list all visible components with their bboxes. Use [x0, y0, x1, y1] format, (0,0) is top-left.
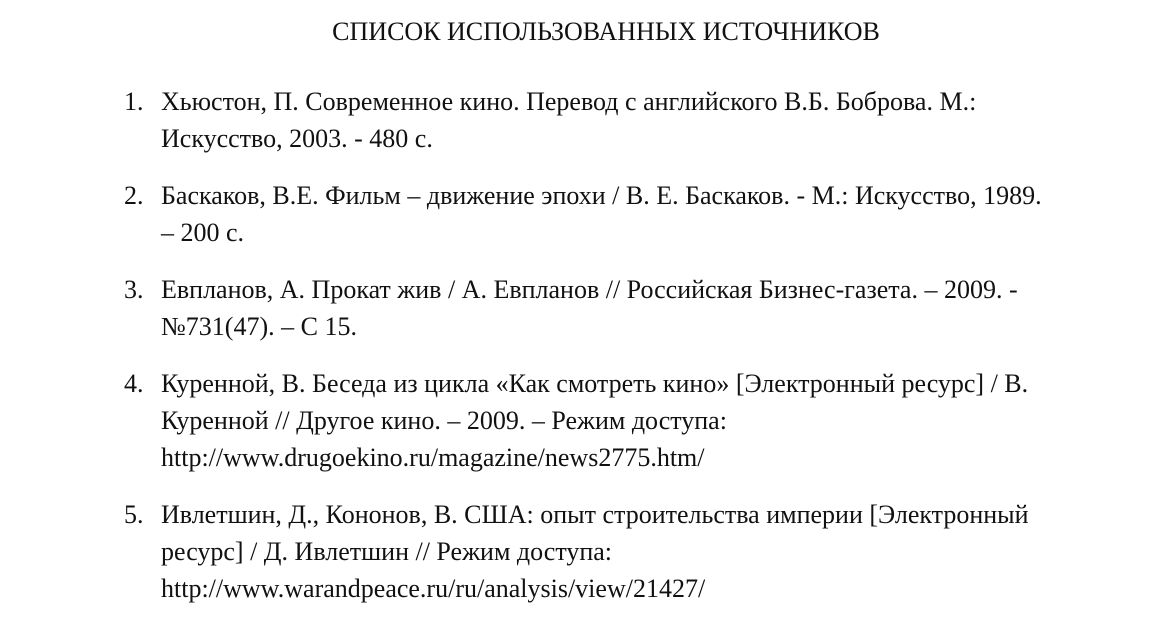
reference-number: 5.	[124, 500, 144, 529]
reference-text	[161, 271, 1121, 345]
reference-line: №731(47). – С 15.	[161, 312, 357, 341]
reference-item-1	[0, 83, 1121, 157]
reference-item-3	[0, 271, 1121, 345]
reference-text	[161, 83, 1121, 157]
reference-text	[161, 496, 1121, 607]
reference-item-4	[0, 365, 1121, 476]
reference-line: Ивлетшин, Д., Кононов, В. США: опыт строительства империи [Электронный	[161, 500, 1029, 529]
reference-line: Искусство, 2003. - 480 с.	[161, 124, 433, 153]
reference-line: – 200 с.	[161, 218, 245, 247]
reference-line: Евпланов, А. Прокат жив / А. Евпланов // Российская Бизнес-газета. – 2009. -	[161, 275, 1018, 304]
reference-url: http://www.drugoekino.ru/magazine/news2775.htm/	[161, 443, 705, 472]
reference-line: Хьюстон, П. Современное кино. Перевод с английского В.Б. Боброва. М.:	[161, 87, 977, 116]
reference-item-2	[0, 177, 1121, 251]
reference-number: 1.	[124, 87, 144, 116]
reference-text	[161, 177, 1121, 251]
reference-item-5	[0, 496, 1121, 607]
reference-number: 4.	[124, 369, 144, 398]
reference-number: 3.	[124, 275, 144, 304]
reference-url: http://www.warandpeace.ru/ru/analysis/view/21427/	[161, 574, 706, 603]
reference-number: 2.	[124, 181, 144, 210]
reference-line: Куренной // Другое кино. – 2009. – Режим доступа:	[161, 406, 727, 435]
reference-text	[161, 365, 1121, 476]
reference-line: Баскаков, В.Е. Фильм – движение эпохи / В. Е. Баскаков. - М.: Искусство, 1989.	[161, 181, 1042, 210]
reference-line: Куренной, В. Беседа из цикла «Как смотреть кино» [Электронный ресурс] / В.	[161, 369, 1029, 398]
reference-list	[0, 83, 1121, 627]
page-title: СПИСОК ИСПОЛЬЗОВАННЫХ ИСТОЧНИКОВ	[332, 17, 880, 46]
reference-line: ресурс] / Д. Ивлетшин // Режим доступа:	[161, 537, 613, 566]
